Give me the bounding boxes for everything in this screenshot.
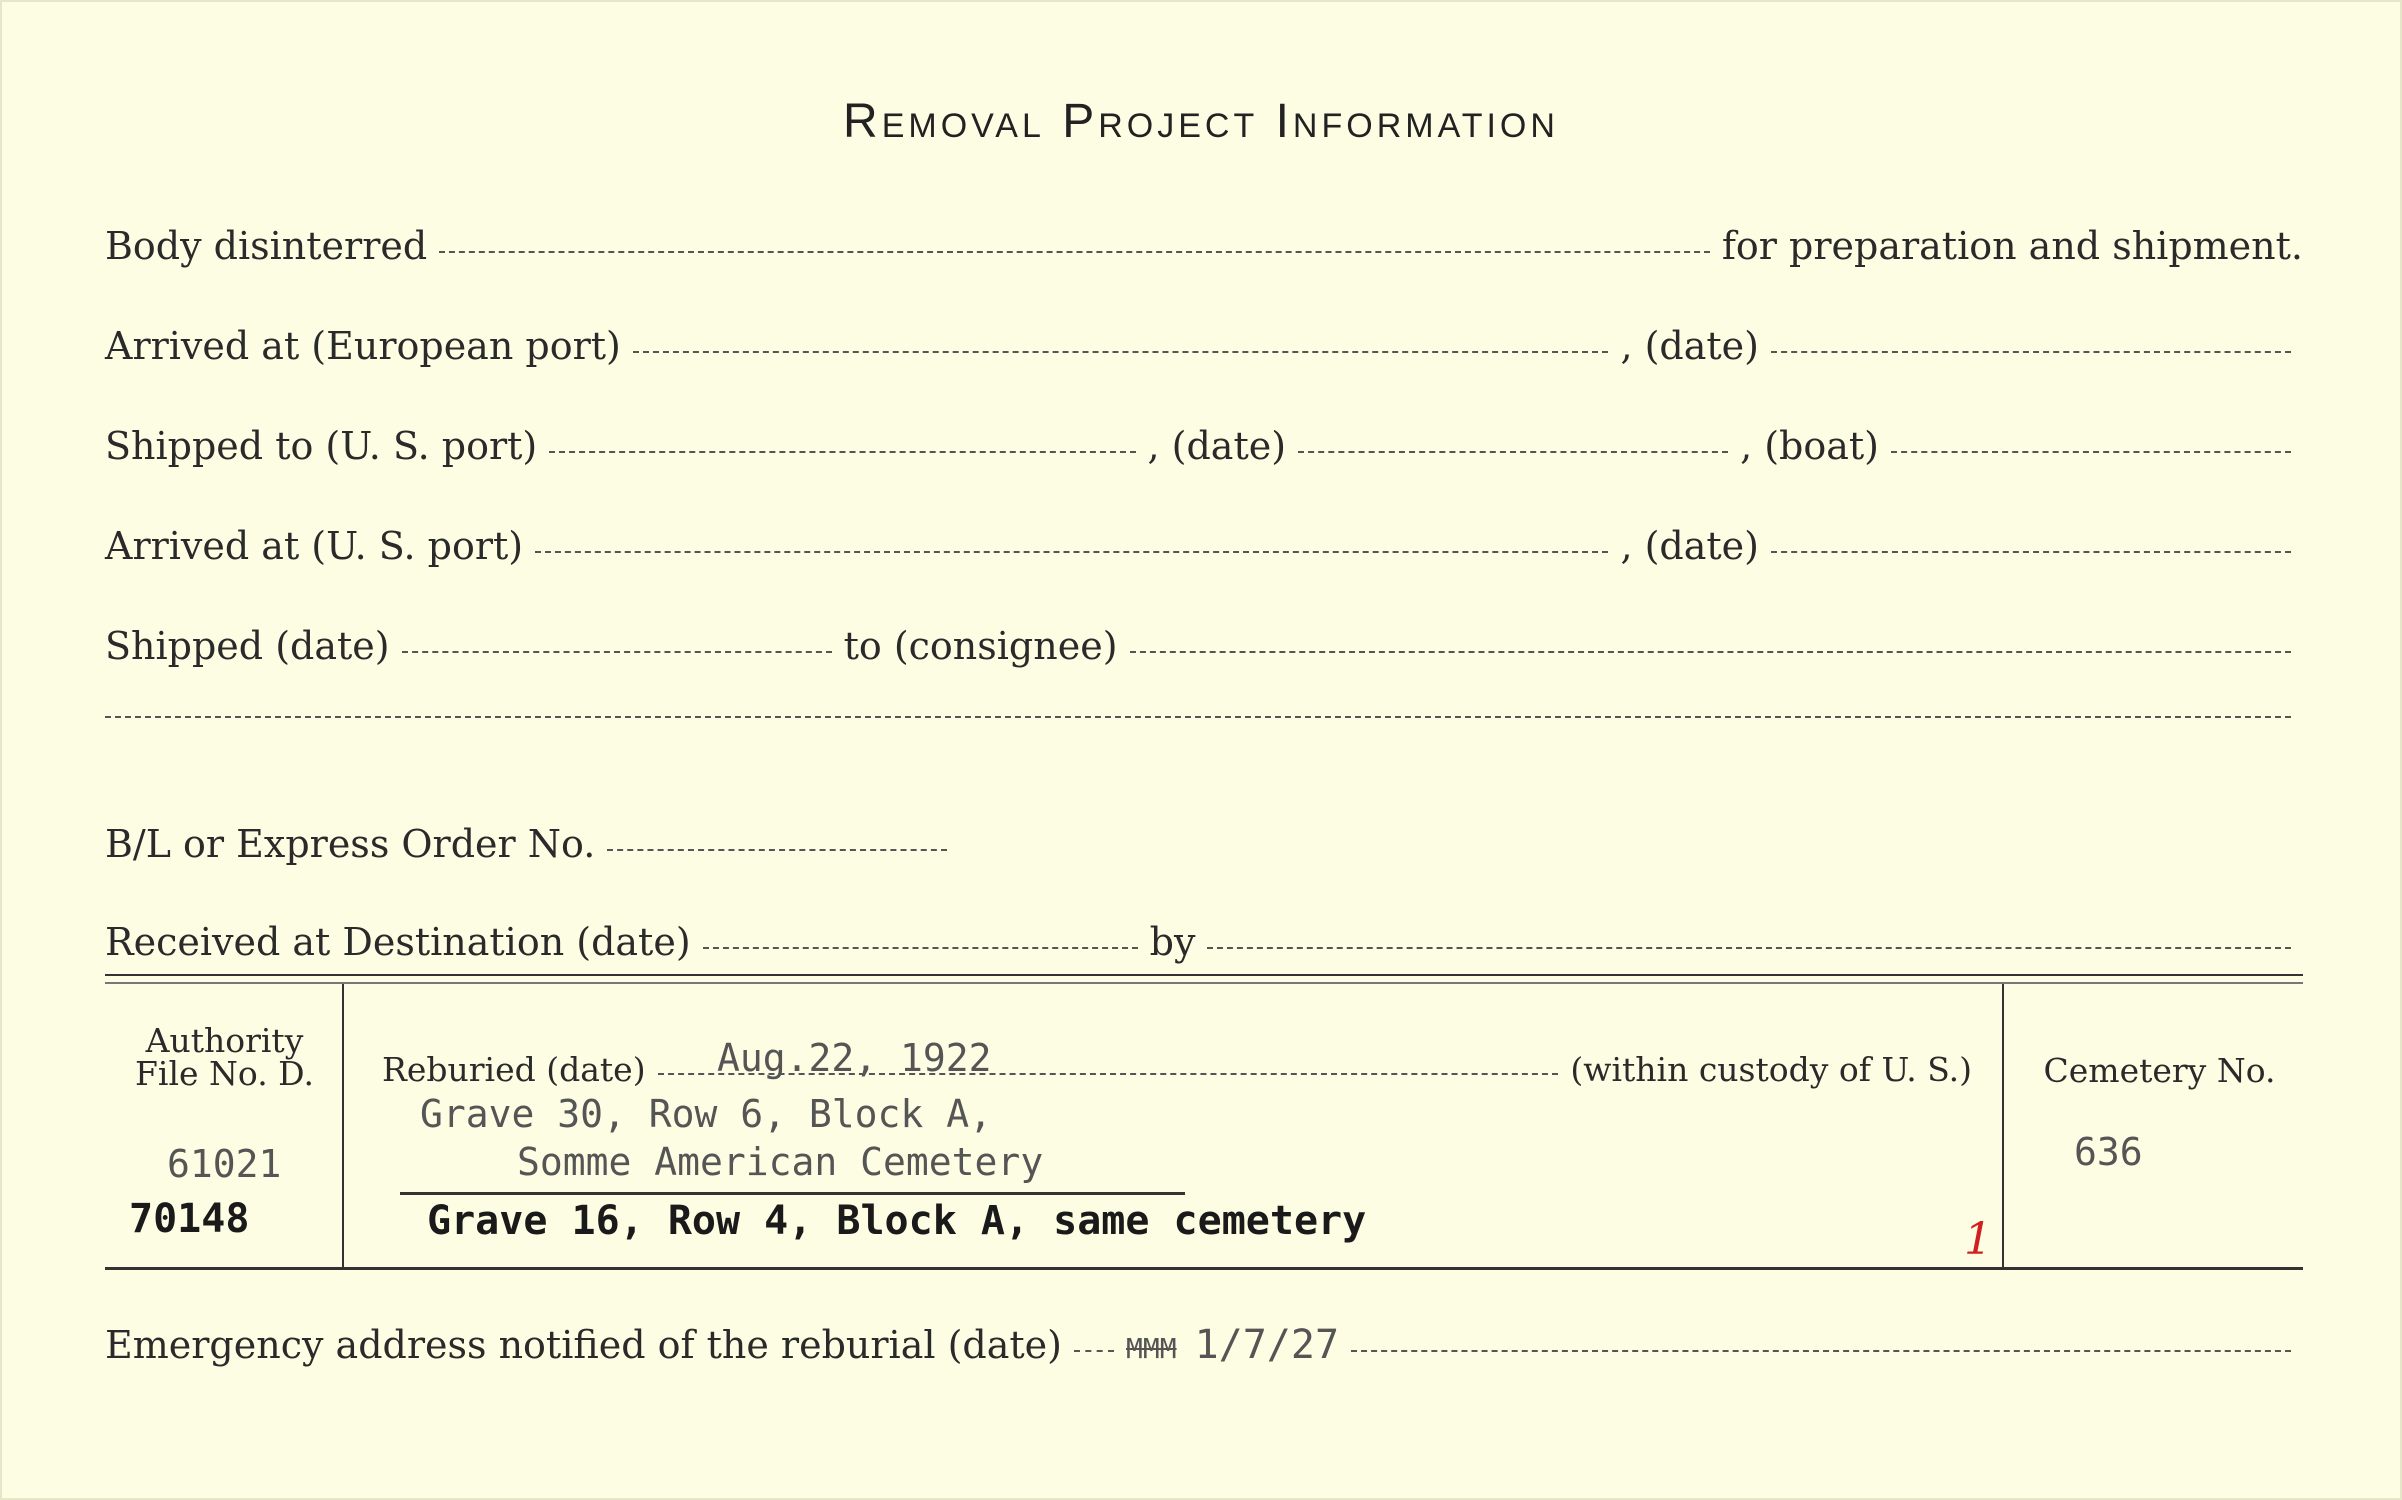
reburied-label: Reburied (date) bbox=[382, 1050, 646, 1089]
reburied-date: Aug.22, 1922 bbox=[717, 1036, 992, 1080]
check-mark: 1 bbox=[1964, 1214, 1992, 1265]
us-port-blank bbox=[549, 451, 1135, 453]
card-title: Removal Project Information bbox=[843, 95, 1559, 148]
emergency-blank bbox=[1351, 1350, 2291, 1352]
arrived-date-label: , (date) bbox=[1620, 524, 1759, 568]
by-label: by bbox=[1149, 920, 1196, 964]
row-arrived-us-port bbox=[105, 524, 2303, 568]
body-disinterred-blank bbox=[439, 251, 1710, 253]
received-label: Received at Destination (date) bbox=[105, 920, 691, 964]
row-shipped-us-port bbox=[105, 424, 2303, 468]
row-bl-express bbox=[105, 822, 2303, 866]
file-no-1: 61021 bbox=[167, 1142, 282, 1186]
row-emergency bbox=[105, 1322, 2303, 1368]
emergency-initials: MMM bbox=[1125, 1332, 1177, 1365]
cemetery-label: Cemetery No. bbox=[2043, 1051, 2276, 1090]
grave-line-3: Grave 16, Row 4, Block A, same cemetery bbox=[427, 1198, 1367, 1244]
arrived-date-blank bbox=[1771, 551, 2291, 553]
emergency-date: 1/7/27 bbox=[1194, 1322, 1340, 1368]
emergency-label: Emergency address notified of the reburial (date) bbox=[105, 1323, 1062, 1367]
authority-divider bbox=[342, 984, 344, 1269]
cemetery-no: 636 bbox=[2074, 1130, 2143, 1174]
shipped-date-label: , (date) bbox=[1147, 424, 1287, 468]
shipped-date-blank bbox=[1298, 451, 1728, 453]
grave-underline bbox=[400, 1192, 1185, 1195]
received-date-blank bbox=[703, 947, 1138, 949]
row-body-disinterred bbox=[105, 224, 2303, 268]
body-disinterred-label: Body disinterred bbox=[105, 224, 428, 268]
arrived-us-port-label: Arrived at (U. S. port) bbox=[105, 524, 524, 568]
row-shipped-consignee bbox=[105, 624, 2303, 668]
row-received-destination bbox=[105, 920, 2303, 964]
authority-label bbox=[112, 1021, 337, 1093]
custody-label: (within custody of U. S.) bbox=[1570, 1050, 1972, 1089]
emergency-lead-blank bbox=[1074, 1350, 1114, 1352]
arrived-eu-port-label: Arrived at (European port) bbox=[105, 324, 621, 368]
file-no-2: 70148 bbox=[129, 1196, 250, 1242]
arrived-us-port-blank bbox=[535, 551, 1608, 553]
shipped-label: Shipped (date) bbox=[105, 624, 390, 668]
bl-express-label: B/L or Express Order No. bbox=[105, 822, 596, 866]
authority-label-line2: File No. D. bbox=[135, 1054, 314, 1093]
authority-label-line1: Authority bbox=[145, 1021, 304, 1060]
reburied-row bbox=[382, 1050, 1972, 1089]
eu-date-label: , (date) bbox=[1620, 324, 1759, 368]
eu-date-blank bbox=[1771, 351, 2291, 353]
row-blank-continuation bbox=[105, 722, 2303, 724]
grave-line-1: Grave 30, Row 6, Block A, bbox=[420, 1092, 992, 1136]
consignee-blank bbox=[1130, 651, 2291, 653]
grave-line-2: Somme American Cemetery bbox=[517, 1140, 1044, 1184]
cemetery-divider bbox=[2002, 984, 2004, 1269]
section-top-rule bbox=[105, 974, 2303, 976]
bl-express-blank bbox=[607, 849, 947, 851]
shipped-us-port-label: Shipped to (U. S. port) bbox=[105, 424, 538, 468]
row-arrived-european-port bbox=[105, 324, 2303, 368]
continuation-blank bbox=[105, 716, 2291, 718]
preparation-label: for preparation and shipment. bbox=[1721, 224, 2303, 268]
boat-blank bbox=[1891, 451, 2291, 453]
shipped-date-line bbox=[402, 651, 832, 653]
section-bottom-rule bbox=[105, 1267, 2303, 1270]
eu-port-blank bbox=[633, 351, 1609, 353]
boat-label: , (boat) bbox=[1740, 424, 1879, 468]
section-top-rule-2 bbox=[105, 982, 2303, 984]
consignee-label: to (consignee) bbox=[843, 624, 1118, 668]
received-by-blank bbox=[1207, 947, 2291, 949]
